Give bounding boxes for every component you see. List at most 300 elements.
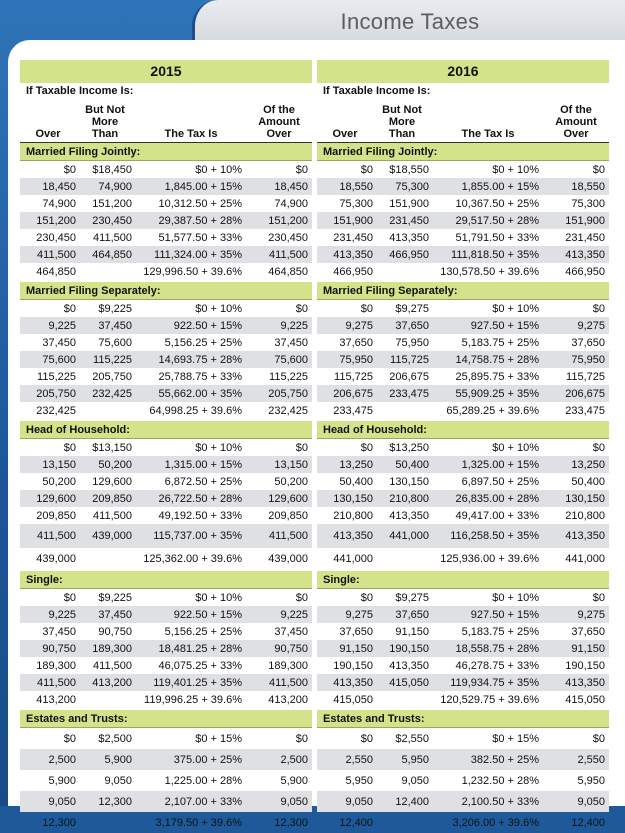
tax-formula: 125,936.00 + 39.6% [440, 552, 539, 565]
bracket-row [20, 548, 312, 569]
bracket-row [317, 749, 609, 770]
amount-over-base: 13,150 [274, 458, 308, 471]
taxable-income-intro: If Taxable Income Is: [26, 85, 134, 97]
bracket-row [317, 623, 609, 640]
bracket-over: 18,450 [42, 180, 76, 193]
bracket-row [20, 812, 312, 833]
tax-formula: 25,895.75 + 33% [455, 370, 539, 383]
bracket-not-more-than: 411,500 [93, 509, 132, 522]
amount-over-base: 210,800 [565, 509, 605, 522]
bracket-not-more-than: 231,450 [389, 214, 429, 227]
amount-over-base: 9,275 [577, 319, 605, 332]
bracket-not-more-than: 441,000 [389, 530, 429, 542]
tax-formula: $0 + 10% [492, 441, 539, 454]
bracket-row [20, 439, 312, 456]
bracket-not-more-than: 189,300 [92, 642, 132, 655]
amount-over-base: $0 [592, 163, 605, 176]
tax-formula: $0 + 10% [492, 302, 539, 315]
bracket-over: 151,200 [36, 214, 76, 227]
bracket-row [317, 606, 609, 623]
bracket-over: 130,150 [333, 492, 373, 505]
bracket-over: 74,900 [42, 197, 76, 210]
amount-over-base: 209,850 [268, 509, 308, 522]
tax-formula: 26,722.50 + 28% [158, 492, 242, 505]
filing-status-heading: Estates and Trusts: [317, 710, 609, 728]
header-the-tax-is: The Tax Is [461, 128, 515, 140]
amount-over-base: 90,750 [274, 642, 308, 655]
bracket-over: $0 [63, 732, 76, 745]
bracket-not-more-than: 466,950 [389, 248, 429, 261]
tax-formula: 6,872.50 + 25% [164, 475, 242, 488]
bracket-row [20, 473, 312, 490]
bracket-row [20, 246, 312, 263]
bracket-not-more-than: 75,300 [395, 180, 429, 193]
bracket-not-more-than: 151,200 [92, 197, 132, 210]
amount-over-base: 115,725 [566, 370, 605, 383]
tax-formula: 927.50 + 15% [470, 608, 539, 621]
bracket-over: $0 [360, 732, 373, 745]
bracket-row [20, 456, 312, 473]
bracket-over: $0 [360, 163, 373, 176]
tax-formula: 120,529.75 + 39.6% [440, 693, 539, 706]
bracket-not-more-than: 75,600 [98, 336, 132, 349]
bracket-over: 413,200 [36, 693, 76, 706]
amount-over-base: 9,275 [577, 608, 605, 621]
tax-formula: 125,362.00 + 39.6% [143, 552, 242, 565]
bracket-not-more-than: $9,225 [98, 591, 132, 604]
bracket-over: 9,275 [345, 319, 373, 332]
bracket-over: $0 [63, 163, 76, 176]
amount-over-base: 232,425 [268, 404, 308, 417]
header-line: Over [563, 128, 589, 140]
filing-status-heading: Married Filing Jointly: [317, 143, 609, 161]
tax-formula: 1,225.00 + 28% [164, 774, 242, 787]
bracket-not-more-than: 411,500 [93, 231, 132, 244]
amount-over-base: 189,300 [268, 659, 308, 672]
bracket-over: 5,900 [48, 774, 76, 787]
bracket-over: 13,250 [339, 458, 373, 471]
bracket-row [20, 368, 312, 385]
bracket-row [20, 606, 312, 623]
header-of-the-amount-over [248, 104, 310, 140]
bracket-row [20, 657, 312, 674]
amount-over-base: 9,225 [280, 608, 308, 621]
amount-over-base: 50,200 [274, 475, 308, 488]
header-but-not-more-than [76, 104, 134, 140]
amount-over-base: 190,150 [565, 659, 605, 672]
bracket-over: $0 [360, 591, 373, 604]
bracket-not-more-than: 210,800 [389, 492, 429, 505]
tax-formula: $0 + 10% [195, 163, 242, 176]
bracket-not-more-than: 115,725 [390, 353, 429, 366]
bracket-not-more-than: 439,000 [92, 530, 132, 542]
bracket-row [317, 728, 609, 749]
bracket-row [317, 548, 609, 569]
bracket-row [20, 791, 312, 812]
bracket-over: 90,750 [42, 642, 76, 655]
bracket-row [20, 589, 312, 606]
tax-formula: 119,996.25 + 39.6% [144, 693, 242, 706]
bracket-not-more-than: 12,300 [98, 795, 132, 808]
bracket-not-more-than: 37,450 [98, 608, 132, 621]
bracket-over: 2,550 [345, 753, 373, 766]
bracket-over: 37,450 [42, 336, 76, 349]
amount-over-base: $0 [592, 441, 605, 454]
amount-over-base: 18,450 [274, 180, 308, 193]
bracket-row [317, 317, 609, 334]
bracket-over: 230,450 [36, 231, 76, 244]
bracket-over: 9,050 [48, 795, 76, 808]
bracket-row [20, 263, 312, 280]
column-headers [317, 100, 609, 143]
bracket-over: 151,900 [333, 214, 373, 227]
amount-over-base: 74,900 [274, 197, 308, 210]
amount-over-base: 151,200 [268, 214, 308, 227]
bracket-over: 115,725 [334, 370, 373, 383]
header-line: Of the [263, 104, 295, 116]
bracket-row [20, 385, 312, 402]
amount-over-base: 411,500 [269, 248, 308, 261]
tax-formula: 18,481.25 + 28% [158, 642, 242, 655]
bracket-over: 439,000 [36, 552, 76, 565]
amount-over-base: 413,350 [565, 248, 605, 261]
bracket-row [317, 640, 609, 657]
bracket-not-more-than: 12,400 [395, 795, 429, 808]
bracket-row [20, 770, 312, 791]
bracket-over: 13,150 [42, 458, 76, 471]
bracket-over: $0 [360, 441, 373, 454]
tax-formula: 115,737.00 + 35% [153, 530, 242, 542]
bracket-row [317, 385, 609, 402]
bracket-row [20, 749, 312, 770]
bracket-over: 413,350 [333, 248, 373, 261]
amount-over-base: 415,050 [565, 693, 605, 706]
header-but-not-more-than [373, 104, 431, 140]
bracket-not-more-than: 9,050 [401, 774, 429, 787]
header-line: Of the [560, 104, 592, 116]
bracket-not-more-than: 37,650 [395, 608, 429, 621]
bracket-row [20, 195, 312, 212]
tax-formula: 55,909.25 + 35% [455, 387, 539, 400]
tax-formula: 26,835.00 + 28% [455, 492, 539, 505]
tax-formula: 130,578.50 + 39.6% [440, 265, 539, 278]
bracket-not-more-than: 413,350 [389, 231, 429, 244]
amount-over-base: 50,400 [571, 475, 605, 488]
tax-formula: 49,192.50 + 33% [158, 509, 242, 522]
tax-formula: 2,100.50 + 33% [461, 795, 539, 808]
tax-formula: 51,577.50 + 33% [158, 231, 242, 244]
year-column-2016 [317, 60, 609, 833]
tax-formula: $0 + 10% [195, 302, 242, 315]
bracket-not-more-than: 413,200 [92, 676, 132, 689]
tax-formula: $0 + 10% [195, 441, 242, 454]
filing-status-heading: Estates and Trusts: [20, 710, 312, 728]
amount-over-base: 439,000 [268, 552, 308, 565]
bracket-not-more-than: 37,450 [98, 319, 132, 332]
tax-formula: $0 + 15% [195, 732, 242, 745]
year-heading: 2015 [20, 60, 312, 83]
bracket-not-more-than: $18,550 [389, 163, 429, 176]
amount-over-base: $0 [295, 732, 308, 745]
bracket-over: 50,200 [42, 475, 76, 488]
bracket-over: 411,500 [37, 676, 76, 689]
amount-over-base: 441,000 [565, 552, 605, 565]
tax-formula: 6,897.50 + 25% [461, 475, 539, 488]
amount-over-base: 37,450 [274, 336, 308, 349]
amount-over-base: $0 [592, 732, 605, 745]
tax-formula: $0 + 10% [492, 163, 539, 176]
bracket-not-more-than: 411,500 [93, 659, 132, 672]
bracket-not-more-than: 37,650 [395, 319, 429, 332]
tax-formula: 29,517.50 + 28% [455, 214, 539, 227]
header-line: But Not [382, 104, 422, 116]
bracket-row [20, 317, 312, 334]
header-line: Amount [258, 116, 300, 128]
bracket-over: 206,675 [333, 387, 373, 400]
bracket-not-more-than: $2,550 [395, 732, 429, 745]
amount-over-base: 9,225 [280, 319, 308, 332]
bracket-not-more-than: 75,950 [395, 336, 429, 349]
amount-over-base: 37,650 [571, 625, 605, 638]
bracket-not-more-than: $2,500 [98, 732, 132, 745]
filing-status-heading: Single: [317, 571, 609, 589]
bracket-not-more-than: 130,150 [389, 475, 429, 488]
bracket-row [317, 246, 609, 263]
tax-formula: 3,179.50 + 39.6% [155, 816, 242, 829]
bracket-over: 189,300 [36, 659, 76, 672]
bracket-over: 9,050 [345, 795, 373, 808]
bracket-over: 9,275 [345, 608, 373, 621]
bracket-over: 464,850 [36, 265, 76, 278]
bracket-row [317, 674, 609, 691]
amount-over-base: 466,950 [565, 265, 605, 278]
bracket-not-more-than: 129,600 [92, 475, 132, 488]
amount-over-base: 413,350 [565, 530, 605, 542]
bracket-row [20, 402, 312, 419]
tax-formula: 64,998.25 + 39.6% [149, 404, 242, 417]
bracket-row [20, 212, 312, 229]
bracket-row [20, 178, 312, 195]
amount-over-base: 12,400 [571, 816, 605, 829]
tax-formula: 111,818.50 + 35% [451, 248, 539, 261]
amount-over-base: $0 [592, 302, 605, 315]
bracket-not-more-than: 413,350 [389, 659, 429, 672]
tax-formula: $0 + 10% [492, 591, 539, 604]
bracket-row [20, 524, 312, 548]
bracket-row [317, 229, 609, 246]
header-line: More [91, 116, 119, 128]
bracket-not-more-than: 209,850 [92, 492, 132, 505]
bracket-over: 232,425 [36, 404, 76, 417]
filing-status-heading: Married Filing Separately: [317, 282, 609, 300]
header-of-the-amount-over [545, 104, 607, 140]
bracket-not-more-than: 9,050 [104, 774, 132, 787]
amount-over-base: $0 [295, 441, 308, 454]
bracket-not-more-than: 413,350 [389, 509, 429, 522]
bracket-row [20, 229, 312, 246]
bracket-row [317, 300, 609, 317]
amount-over-base: 411,500 [269, 530, 308, 542]
bracket-over: 91,150 [339, 642, 373, 655]
tax-formula: 46,278.75 + 33% [455, 659, 539, 672]
bracket-not-more-than: 5,950 [401, 753, 429, 766]
amount-over-base: 464,850 [268, 265, 308, 278]
bracket-row [20, 674, 312, 691]
tax-formula: 46,075.25 + 33% [158, 659, 242, 672]
tax-formula: 1,325.00 + 15% [461, 458, 539, 471]
bracket-row [317, 456, 609, 473]
bracket-over: 209,850 [36, 509, 76, 522]
header-line: Amount [555, 116, 597, 128]
bracket-over: 9,225 [48, 319, 76, 332]
amount-over-base: 413,200 [268, 693, 308, 706]
amount-over-base: 9,050 [577, 795, 605, 808]
amount-over-base: 5,900 [280, 774, 308, 787]
amount-over-base: 37,650 [571, 336, 605, 349]
tax-formula: 14,758.75 + 28% [455, 353, 539, 366]
bracket-row [20, 300, 312, 317]
bracket-not-more-than: 91,150 [395, 625, 429, 638]
bracket-row [20, 640, 312, 657]
bracket-over: $0 [63, 302, 76, 315]
amount-over-base: 2,550 [577, 753, 605, 766]
amount-over-base: 75,950 [571, 353, 605, 366]
tax-formula: 111,324.00 + 35% [154, 248, 242, 261]
tax-formula: 5,156.25 + 25% [164, 336, 242, 349]
amount-over-base: 115,225 [269, 370, 308, 383]
header-over: Over [35, 128, 61, 140]
amount-over-base: 413,350 [565, 676, 605, 689]
tax-formula: 55,662.00 + 35% [158, 387, 242, 400]
bracket-row [317, 439, 609, 456]
bracket-not-more-than: $13,250 [389, 441, 429, 454]
bracket-not-more-than: 190,150 [389, 642, 429, 655]
bracket-over: 50,400 [339, 475, 373, 488]
tax-formula: 18,558.75 + 28% [455, 642, 539, 655]
header-line: Over [266, 128, 292, 140]
amount-over-base: 18,550 [571, 180, 605, 193]
tax-formula: 116,258.50 + 35% [450, 530, 539, 542]
tax-formula: 922.50 + 15% [173, 319, 242, 332]
bracket-row [317, 334, 609, 351]
bracket-over: 18,550 [339, 180, 373, 193]
bracket-not-more-than: $9,225 [98, 302, 132, 315]
amount-over-base: $0 [592, 591, 605, 604]
bracket-not-more-than: 464,850 [92, 248, 132, 261]
bracket-row [317, 161, 609, 178]
amount-over-base: 2,500 [280, 753, 308, 766]
tax-formula: 25,788.75 + 33% [158, 370, 242, 383]
bracket-over: 115,225 [37, 370, 76, 383]
tax-formula: 375.00 + 25% [173, 753, 242, 766]
filing-status-heading: Head of Household: [20, 421, 312, 439]
bracket-row [317, 524, 609, 548]
bracket-row [20, 351, 312, 368]
amount-over-base: 91,150 [571, 642, 605, 655]
bracket-not-more-than: 232,425 [92, 387, 132, 400]
tax-formula: 5,183.75 + 25% [461, 336, 539, 349]
bracket-row [317, 507, 609, 524]
tax-formula: 1,845.00 + 15% [164, 180, 242, 193]
amount-over-base: 205,750 [268, 387, 308, 400]
bracket-row [317, 657, 609, 674]
bracket-not-more-than: 74,900 [98, 180, 132, 193]
bracket-over: 12,400 [339, 816, 373, 829]
bracket-row [317, 178, 609, 195]
bracket-over: 37,650 [339, 625, 373, 638]
tax-formula: 29,387.50 + 28% [158, 214, 242, 227]
tax-formula: 49,417.00 + 33% [455, 509, 539, 522]
header-over: Over [332, 128, 358, 140]
filing-status-heading: Married Filing Separately: [20, 282, 312, 300]
bracket-row [20, 507, 312, 524]
bracket-over: 231,450 [333, 231, 373, 244]
bracket-over: $0 [63, 591, 76, 604]
bracket-not-more-than: 230,450 [92, 214, 132, 227]
bracket-over: 5,950 [345, 774, 373, 787]
bracket-over: 466,950 [333, 265, 373, 278]
bracket-row [317, 368, 609, 385]
header-line: More [388, 116, 416, 128]
bracket-over: 233,475 [333, 404, 373, 417]
bracket-over: 441,000 [333, 552, 373, 565]
bracket-over: 37,450 [42, 625, 76, 638]
header-the-tax-is: The Tax Is [164, 128, 218, 140]
amount-over-base: 37,450 [274, 625, 308, 638]
bracket-row [317, 791, 609, 812]
year-heading: 2016 [317, 60, 609, 83]
bracket-not-more-than: 5,900 [104, 753, 132, 766]
bracket-not-more-than: 151,900 [389, 197, 429, 210]
bracket-over: 205,750 [36, 387, 76, 400]
bracket-not-more-than: 50,200 [98, 458, 132, 471]
filing-status-heading: Married Filing Jointly: [20, 143, 312, 161]
bracket-over: 411,500 [37, 530, 76, 542]
bracket-not-more-than: 205,750 [92, 370, 132, 383]
tax-formula: 922.50 + 15% [173, 608, 242, 621]
amount-over-base: 151,900 [565, 214, 605, 227]
bracket-row [317, 263, 609, 280]
bracket-row [317, 589, 609, 606]
bracket-row [20, 728, 312, 749]
amount-over-base: $0 [295, 591, 308, 604]
bracket-row [20, 623, 312, 640]
bracket-not-more-than: $9,275 [395, 591, 429, 604]
bracket-over: 9,225 [48, 608, 76, 621]
amount-over-base: $0 [295, 302, 308, 315]
bracket-row [317, 212, 609, 229]
tax-formula: 382.50 + 25% [470, 753, 539, 766]
bracket-row [317, 351, 609, 368]
bracket-not-more-than: 115,225 [93, 353, 132, 366]
bracket-over: 413,350 [333, 676, 373, 689]
header-line: Than [388, 128, 416, 140]
bracket-row [20, 334, 312, 351]
bracket-over: 129,600 [36, 492, 76, 505]
tax-formula: 119,401.25 + 35% [153, 676, 242, 689]
bracket-over: 415,050 [333, 693, 373, 706]
bracket-row [20, 691, 312, 708]
amount-over-base: 75,600 [274, 353, 308, 366]
bracket-over: 12,300 [42, 816, 76, 829]
page-title: Income Taxes [340, 9, 480, 34]
tax-formula: 10,312.50 + 25% [158, 197, 242, 210]
tax-formula: 10,367.50 + 25% [455, 197, 539, 210]
header-line: Than [91, 128, 119, 140]
bracket-row [317, 195, 609, 212]
bracket-over: 411,500 [37, 248, 76, 261]
bracket-over: 413,350 [333, 530, 373, 542]
